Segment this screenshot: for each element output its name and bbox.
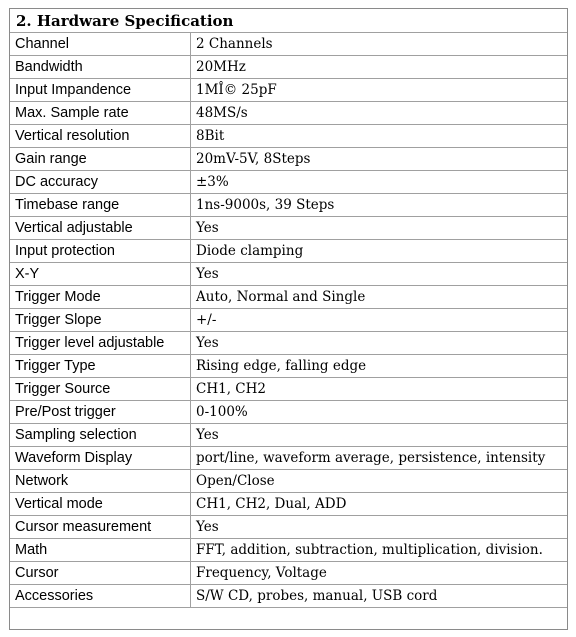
spec-value: +/- bbox=[191, 309, 568, 332]
spec-value: Diode clamping bbox=[191, 240, 568, 263]
spec-label: Pre/Post trigger bbox=[10, 401, 191, 424]
table-row bbox=[10, 240, 567, 263]
spec-label: Gain range bbox=[10, 148, 191, 171]
spec-label: Vertical mode bbox=[10, 493, 191, 516]
spec-label: Waveform Display bbox=[10, 447, 191, 470]
spec-label: Timebase range bbox=[10, 194, 191, 217]
spec-value: CH1, CH2 bbox=[191, 378, 568, 401]
spec-value: S/W CD, probes, manual, USB cord bbox=[191, 585, 568, 608]
spec-label: Trigger Source bbox=[10, 378, 191, 401]
spec-label: Input Impandence bbox=[10, 79, 191, 102]
spec-label: Network bbox=[10, 470, 191, 493]
table-row bbox=[10, 309, 567, 332]
spec-value: Yes bbox=[191, 263, 568, 286]
spec-value: 0-100% bbox=[191, 401, 568, 424]
table-row bbox=[10, 286, 567, 309]
spec-value: 1MÎ© 25pF bbox=[191, 79, 568, 102]
spec-label: DC accuracy bbox=[10, 171, 191, 194]
table-row bbox=[10, 516, 567, 539]
table-row bbox=[10, 585, 567, 608]
spec-label: X-Y bbox=[10, 263, 191, 286]
spec-value: 20MHz bbox=[191, 56, 568, 79]
table-row bbox=[10, 102, 567, 125]
spec-label: Channel bbox=[10, 33, 191, 56]
spec-value: Open/Close bbox=[191, 470, 568, 493]
spec-table bbox=[10, 32, 567, 608]
table-row bbox=[10, 33, 567, 56]
spec-value: Yes bbox=[191, 516, 568, 539]
table-row bbox=[10, 470, 567, 493]
spec-value: 8Bit bbox=[191, 125, 568, 148]
spec-label: Input protection bbox=[10, 240, 191, 263]
table-row bbox=[10, 539, 567, 562]
spec-value: Rising edge, falling edge bbox=[191, 355, 568, 378]
table-row bbox=[10, 171, 567, 194]
spec-label: Trigger level adjustable bbox=[10, 332, 191, 355]
spec-value: Yes bbox=[191, 217, 568, 240]
spec-table-body bbox=[10, 33, 567, 608]
table-row bbox=[10, 194, 567, 217]
spec-value: FFT, addition, subtraction, multiplication, division. bbox=[191, 539, 568, 562]
spec-label: Sampling selection bbox=[10, 424, 191, 447]
table-row bbox=[10, 332, 567, 355]
section-title: 2. Hardware Specification bbox=[16, 12, 234, 30]
table-row bbox=[10, 493, 567, 516]
table-row bbox=[10, 355, 567, 378]
spec-label: Trigger Mode bbox=[10, 286, 191, 309]
table-row bbox=[10, 125, 567, 148]
spec-value: Yes bbox=[191, 424, 568, 447]
table-row bbox=[10, 79, 567, 102]
spec-value: Auto, Normal and Single bbox=[191, 286, 568, 309]
spec-label: Trigger Slope bbox=[10, 309, 191, 332]
spec-value: ±3% bbox=[191, 171, 568, 194]
spec-label: Cursor bbox=[10, 562, 191, 585]
table-row bbox=[10, 378, 567, 401]
table-row bbox=[10, 56, 567, 79]
spec-label: Math bbox=[10, 539, 191, 562]
spec-value: CH1, CH2, Dual, ADD bbox=[191, 493, 568, 516]
table-row bbox=[10, 263, 567, 286]
table-row bbox=[10, 217, 567, 240]
spec-label: Accessories bbox=[10, 585, 191, 608]
spec-value: Frequency, Voltage bbox=[191, 562, 568, 585]
table-row bbox=[10, 148, 567, 171]
spec-value: 1ns-9000s, 39 Steps bbox=[191, 194, 568, 217]
spec-value: 2 Channels bbox=[191, 33, 568, 56]
spec-label: Cursor measurement bbox=[10, 516, 191, 539]
spec-document bbox=[9, 8, 568, 630]
table-row bbox=[10, 424, 567, 447]
spec-label: Bandwidth bbox=[10, 56, 191, 79]
table-row bbox=[10, 401, 567, 424]
spec-value: 48MS/s bbox=[191, 102, 568, 125]
table-row bbox=[10, 447, 567, 470]
spec-label: Trigger Type bbox=[10, 355, 191, 378]
table-row bbox=[10, 562, 567, 585]
spec-value: port/line, waveform average, persistence, intensity bbox=[191, 447, 568, 470]
spec-label: Vertical adjustable bbox=[10, 217, 191, 240]
spec-label: Max. Sample rate bbox=[10, 102, 191, 125]
spec-label: Vertical resolution bbox=[10, 125, 191, 148]
spec-value: 20mV-5V, 8Steps bbox=[191, 148, 568, 171]
spec-value: Yes bbox=[191, 332, 568, 355]
